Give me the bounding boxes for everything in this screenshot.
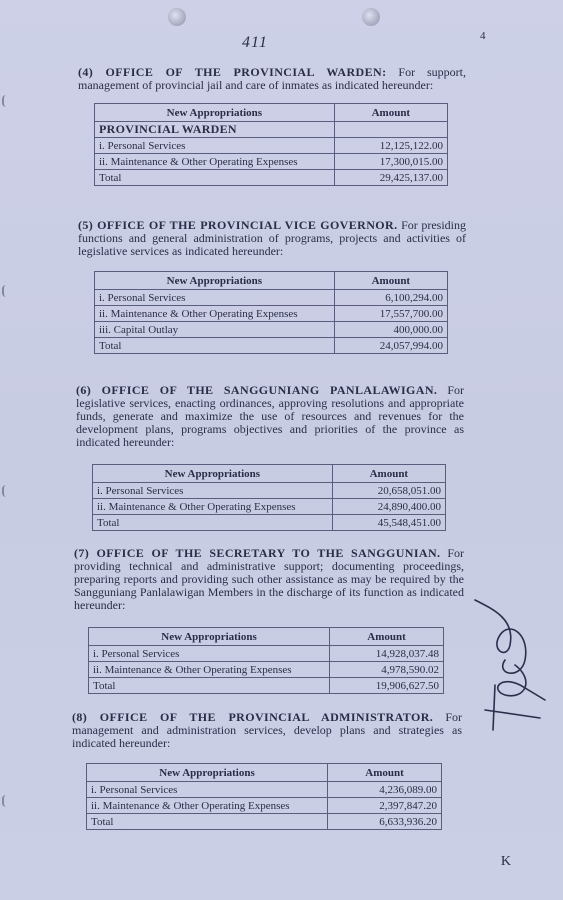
section-title: (4) OFFICE OF THE PROVINCIAL WARDEN: — [78, 65, 387, 79]
appropriations-table — [88, 627, 444, 694]
table-row: i. Personal Services 20,658,051.00 — [93, 483, 446, 499]
section-title: (5) OFFICE OF THE PROVINCIAL VICE GOVERNOR. — [78, 218, 398, 232]
appropriations-table — [94, 103, 448, 186]
page-number: 4 — [480, 30, 486, 42]
appropriations-table — [94, 271, 448, 354]
table-total-row: Total 29,425,137.00 — [95, 170, 448, 186]
table-row: i. Personal Services 12,125,122.00 — [95, 138, 448, 154]
section-description: For legislative services, enacting ordinances, approving resolutions and appropriate funds, generate and maximize the use of resources and revenues for the development plans, programs objectives and priorities of the province as indicated hereunder: — [76, 383, 464, 449]
margin-mark-icon — [2, 485, 10, 497]
table-total-row: Total 6,633,936.20 — [87, 814, 442, 830]
section-title: (7) OFFICE OF THE SECRETARY TO THE SANGGUNIAN. — [74, 546, 441, 560]
header-new-appropriations: New Appropriations — [93, 465, 333, 483]
header-amount: Amount — [334, 104, 447, 122]
margin-mark-icon — [2, 795, 10, 807]
section-heading — [72, 711, 462, 750]
appropriations-table — [92, 464, 446, 531]
margin-mark-icon — [2, 285, 10, 297]
header-amount: Amount — [332, 465, 445, 483]
section-heading — [74, 547, 464, 612]
header-new-appropriations: New Appropriations — [95, 104, 335, 122]
header-new-appropriations: New Appropriations — [95, 272, 335, 290]
margin-mark-icon — [2, 95, 10, 107]
table-row: i. Personal Services 6,100,294.00 — [95, 290, 448, 306]
section-title: (8) OFFICE OF THE PROVINCIAL ADMINISTRATOR. — [72, 710, 434, 724]
table-row: i. Personal Services 14,928,037.48 — [89, 646, 444, 662]
section-heading — [76, 384, 464, 449]
table-row: ii. Maintenance & Other Operating Expenses 17,300,015.00 — [95, 154, 448, 170]
table-row: ii. Maintenance & Other Operating Expenses 24,890,400.00 — [93, 499, 446, 515]
section-title: (6) OFFICE OF THE SANGGUNIANG PANLALAWIGAN. — [76, 383, 438, 397]
section-description: For providing technical and administrative support; documenting proceedings, preparing reports and providing such other assistance as may be required by the Sangguniang Panlalawigan Members in the discharge of its function as indicated hereunder: — [74, 546, 464, 612]
table-row: i. Personal Services 4,236,089.00 — [87, 782, 442, 798]
handwritten-number: 411 — [242, 34, 268, 51]
section-description: For presiding functions and general administration of programs, projects and activities of legislative services as indicated hereunder: — [78, 218, 467, 258]
handwritten-signature-icon — [455, 590, 555, 740]
header-amount: Amount — [330, 628, 444, 646]
section-description: For support, management of provincial jail and care of inmates as indicated hereunder: — [78, 65, 466, 92]
table-total-row: Total 19,906,627.50 — [89, 678, 444, 694]
header-new-appropriations: New Appropriations — [87, 764, 328, 782]
header-amount: Amount — [334, 272, 447, 290]
corner-mark-icon: K — [500, 854, 511, 869]
section-description: For management and administration services, develop plans and strategies as indicated hereunder: — [72, 710, 462, 750]
table-total-row: Total 24,057,994.00 — [95, 338, 448, 354]
section-heading — [78, 66, 466, 92]
table-row: ii. Maintenance & Other Operating Expenses 4,978,590.02 — [89, 662, 444, 678]
section-heading — [78, 219, 466, 258]
header-new-appropriations: New Appropriations — [89, 628, 330, 646]
table-total-row: Total 45,548,451.00 — [93, 515, 446, 531]
table-subheading: PROVINCIAL WARDEN — [95, 122, 335, 138]
punch-hole-icon — [362, 8, 380, 26]
header-amount: Amount — [328, 764, 442, 782]
appropriations-table — [86, 763, 442, 830]
table-row: iii. Capital Outlay 400,000.00 — [95, 322, 448, 338]
punch-hole-icon — [168, 8, 186, 26]
table-row: ii. Maintenance & Other Operating Expenses 17,557,700.00 — [95, 306, 448, 322]
table-row: ii. Maintenance & Other Operating Expenses 2,397,847.20 — [87, 798, 442, 814]
